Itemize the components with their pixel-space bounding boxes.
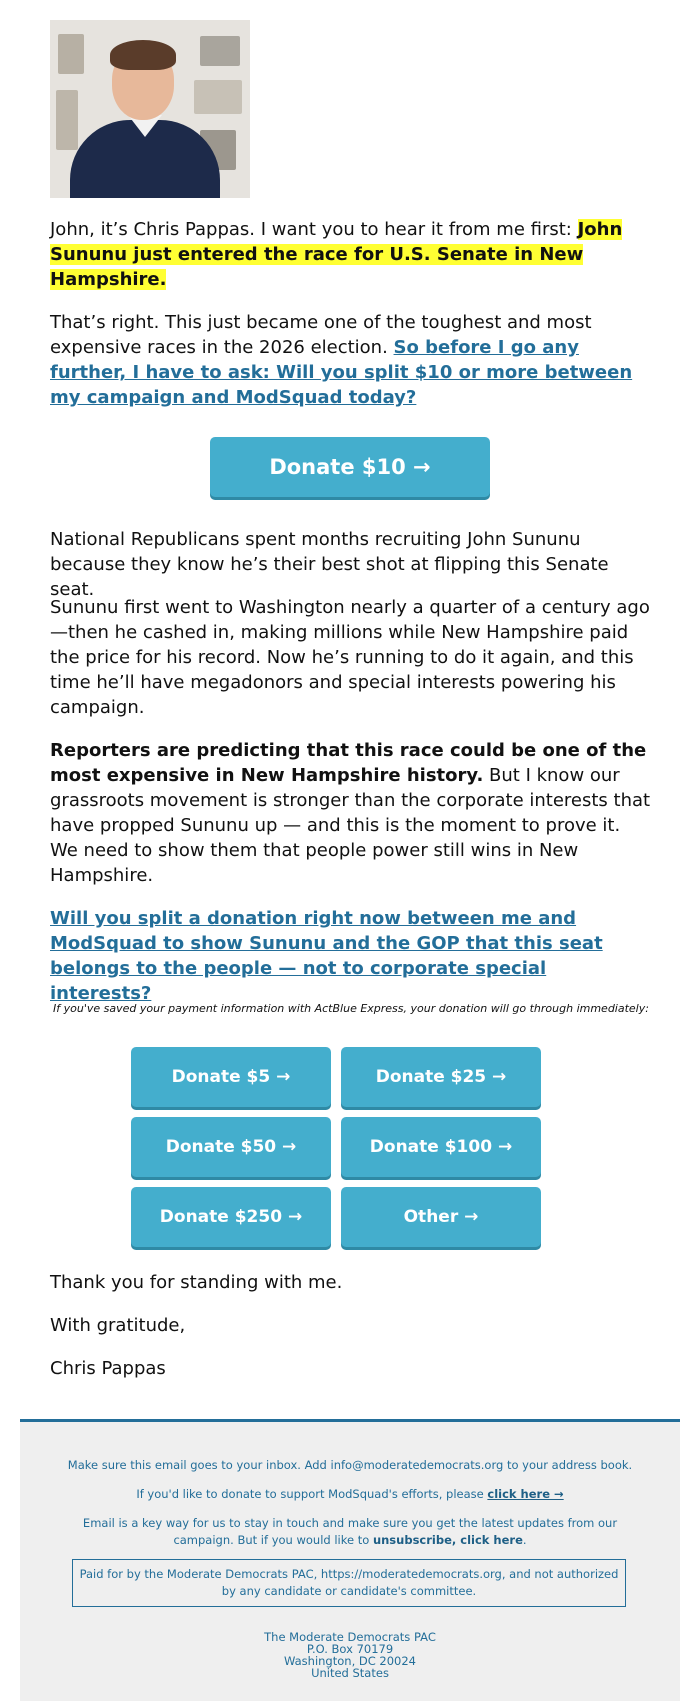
para5-bold: Reporters are predicting that this race could be one of the most expensive in New Hampshire history. [50, 740, 647, 786]
para5-text: But I know our grassroots movement is stronger than the corporate interests that have propped Sununu up — and this is the moment to prove it. We need to show them that people power still wins in New Hampshire. [50, 765, 651, 886]
photo-hair [110, 40, 176, 70]
candidate-photo [50, 20, 250, 198]
donate-100-button[interactable]: Donate $100 → [341, 1117, 541, 1177]
address-line: The Moderate Democrats PAC [264, 1630, 436, 1644]
paragraph-3: National Republicans spent months recruiting John Sununu because they know he’s their best shot at flipping this Senate seat. [50, 529, 609, 600]
footer-inbox-note: Make sure this email goes to your inbox. Add info@moderatedemocrats.org to your address book. [67, 1458, 633, 1472]
donate-other-button[interactable]: Other → [341, 1187, 541, 1247]
paragraph-6 [50, 906, 652, 1006]
photo-shelf-item [58, 34, 84, 74]
signature: Chris Pappas [50, 1358, 166, 1379]
para2-text: That’s right. This just became one of the toughest and most expensive races in the 2026 election. [50, 312, 592, 358]
photo-shelf-item [56, 90, 78, 150]
paragraph-4: Sununu first went to Washington nearly a quarter of a century ago—then he cashed in, making millions while New Hampshire paid the price for his record. Now he’s running to do it again, and this time he’ll have megadonors and special interests powering his campaign. [50, 597, 650, 718]
donate-25-button[interactable]: Donate $25 → [341, 1047, 541, 1107]
photo-shelf-item [200, 36, 240, 66]
donate-10-button[interactable]: Donate $10 → [210, 437, 490, 497]
address-line: P.O. Box 70179 [306, 1642, 394, 1656]
footer-unsub-end: . [522, 1533, 527, 1547]
closing-thanks: Thank you for standing with me. [50, 1272, 343, 1293]
mailing-address [60, 1631, 640, 1679]
footer-donate-note [60, 1486, 640, 1503]
intro-highlight: John Sununu just entered the race for U.S. Senate in New Hampshire. [50, 219, 623, 290]
footer-unsubscribe-note [60, 1515, 640, 1549]
closing-gratitude: With gratitude, [50, 1315, 186, 1336]
footer-unsub-text: Email is a key way for us to stay in touch and make sure you get the latest updates from our campaign. But if you would like to [82, 1516, 618, 1547]
unsubscribe-link[interactable]: unsubscribe, click here [372, 1533, 523, 1547]
intro-text: John, it’s Chris Pappas. I want you to hear it from me first: [50, 219, 578, 240]
footer-donate-text: If you'd like to donate to support ModSquad's efforts, please [136, 1487, 488, 1501]
footer-donate-link[interactable]: click here → [487, 1487, 564, 1501]
address-line: United States [311, 1666, 389, 1680]
paid-for-disclaimer: Paid for by the Moderate Democrats PAC, https://moderatedemocrats.org, and not authorized by any candidate or candidate's committee. [72, 1559, 626, 1607]
footer [20, 1419, 680, 1701]
intro-paragraph [50, 217, 652, 292]
donate-250-button[interactable]: Donate $250 → [131, 1187, 331, 1247]
donate-5-button[interactable]: Donate $5 → [131, 1047, 331, 1107]
paragraph-5 [50, 738, 652, 888]
donate-ask-link[interactable]: So before I go any further, I have to ask: Will you split $10 or more between my campaign and ModSquad today? [50, 337, 633, 408]
address-line: Washington, DC 20024 [283, 1654, 416, 1668]
actblue-express-note: If you've saved your payment information with ActBlue Express, your donation will go through immediately: [53, 1002, 649, 1015]
split-donation-link[interactable]: Will you split a donation right now between me and ModSquad to show Sununu and the GOP that this seat belongs to the people — not to corporate special interests? [50, 908, 603, 1004]
paragraph-2 [50, 310, 652, 410]
photo-shelf-item [194, 80, 242, 114]
donate-50-button[interactable]: Donate $50 → [131, 1117, 331, 1177]
